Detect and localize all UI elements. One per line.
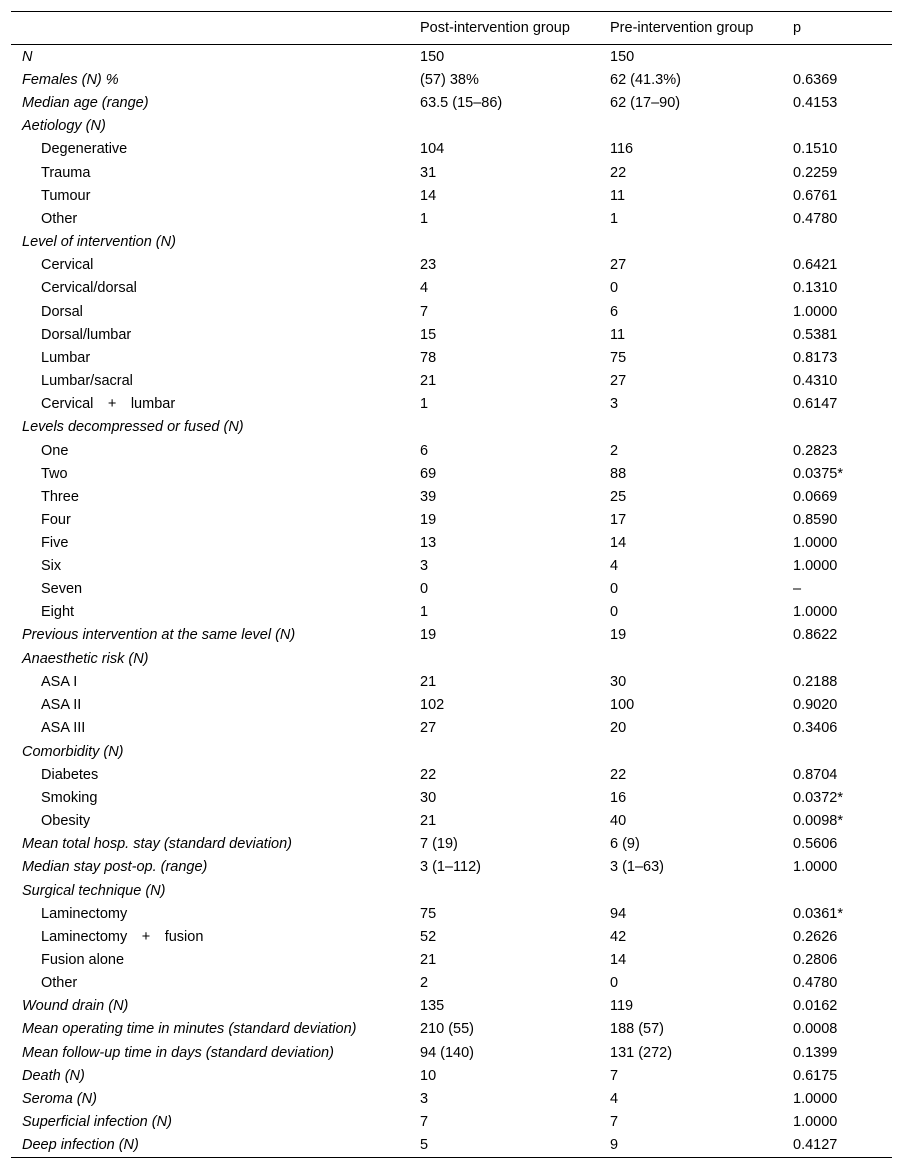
p-value: 0.8622 xyxy=(793,627,838,644)
post-intervention-value: 102 xyxy=(420,697,445,714)
post-intervention-value: 21 xyxy=(420,813,437,830)
p-value: 0.4780 xyxy=(793,210,838,227)
table-section-row xyxy=(11,114,892,138)
pre-intervention-value: 131 (272) xyxy=(610,1044,673,1061)
table-row xyxy=(11,462,892,485)
p-value: 0.6175 xyxy=(793,1067,838,1084)
comparison-table xyxy=(11,11,892,1158)
p-value: 0.4153 xyxy=(793,94,838,111)
post-intervention-value: 1 xyxy=(420,395,429,412)
p-value: 1.0000 xyxy=(793,1113,838,1130)
pre-intervention-value: 20 xyxy=(610,720,627,737)
pre-intervention-value: 7 xyxy=(610,1113,619,1130)
table-row xyxy=(11,926,892,949)
row-label: Degenerative xyxy=(41,141,128,158)
p-value: 0.0361* xyxy=(793,906,843,923)
post-intervention-value: 63.5 (15–86) xyxy=(420,94,503,111)
p-value: 1.0000 xyxy=(793,558,838,575)
pre-intervention-value: 150 xyxy=(610,48,635,65)
p-value: 0.8590 xyxy=(793,511,838,528)
p-value: 0.1399 xyxy=(793,1044,838,1061)
post-intervention-value: 210 (55) xyxy=(420,1021,475,1038)
row-label: Lumbar xyxy=(41,349,91,366)
row-label: ASA II xyxy=(41,697,82,714)
row-label: Trauma xyxy=(41,164,91,181)
post-intervention-value: 0 xyxy=(420,581,429,598)
pre-intervention-value: 17 xyxy=(610,511,627,528)
row-label: Median stay post-op. (range) xyxy=(22,859,208,876)
post-intervention-value: 19 xyxy=(420,511,437,528)
table-row xyxy=(11,439,892,462)
table-section-row xyxy=(11,647,892,671)
p-value: 0.8704 xyxy=(793,766,838,783)
row-label: ASA III xyxy=(41,720,86,737)
post-intervention-value: 2 xyxy=(420,975,429,992)
p-value: 1.0000 xyxy=(793,604,838,621)
table-row xyxy=(11,392,892,415)
row-label: Smoking xyxy=(41,790,98,807)
pre-intervention-value: 19 xyxy=(610,627,627,644)
table-row xyxy=(11,300,892,323)
pre-intervention-value: 11 xyxy=(610,187,626,204)
row-label: Three xyxy=(41,488,79,505)
post-intervention-value: 135 xyxy=(420,998,445,1015)
post-intervention-value: 78 xyxy=(420,349,437,366)
p-value: 1.0000 xyxy=(793,859,838,876)
table-bottom-rule xyxy=(11,1157,892,1158)
table-row xyxy=(11,949,892,972)
post-intervention-value: 1 xyxy=(420,604,429,621)
row-label: Lumbar/sacral xyxy=(41,372,133,389)
row-label: Cervical/dorsal xyxy=(41,280,137,297)
pre-intervention-value: 7 xyxy=(610,1067,619,1084)
post-intervention-value: 7 (19) xyxy=(420,836,458,853)
row-label: Other xyxy=(41,975,78,992)
post-intervention-value: 69 xyxy=(420,465,437,482)
pre-intervention-value: 0 xyxy=(610,581,619,598)
row-label: Laminectomy xyxy=(41,906,128,923)
post-intervention-value: 31 xyxy=(420,164,437,181)
pre-intervention-value: 40 xyxy=(610,813,627,830)
pre-intervention-value: 188 (57) xyxy=(610,1021,665,1038)
post-intervention-value: 6 xyxy=(420,442,429,459)
row-label: Tumour xyxy=(41,187,91,204)
pre-intervention-value: 9 xyxy=(610,1136,619,1153)
pre-intervention-value: 62 (17–90) xyxy=(610,94,681,111)
p-value: 0.5606 xyxy=(793,836,838,853)
table-row xyxy=(11,1041,892,1064)
pre-intervention-value: 116 xyxy=(610,141,634,158)
table-row xyxy=(11,833,892,856)
table-row xyxy=(11,369,892,392)
post-intervention-value: 13 xyxy=(420,535,437,552)
pre-intervention-value: 22 xyxy=(610,164,627,181)
p-value: 0.0375* xyxy=(793,465,843,482)
row-label: Superficial infection (N) xyxy=(22,1113,172,1130)
table-row xyxy=(11,624,892,647)
p-value: 0.8173 xyxy=(793,349,838,366)
row-label: One xyxy=(41,442,69,459)
table-section-row xyxy=(11,879,892,903)
post-intervention-value: 27 xyxy=(420,720,437,737)
post-intervention-value: 21 xyxy=(420,372,437,389)
p-value: 0.0162 xyxy=(793,998,838,1015)
pre-intervention-value: 0 xyxy=(610,975,619,992)
p-value: 0.9020 xyxy=(793,697,838,714)
post-intervention-value: 3 xyxy=(420,1090,429,1107)
table-row xyxy=(11,508,892,531)
pre-intervention-value: 62 (41.3%) xyxy=(610,71,681,88)
row-label: Cervical + lumbar xyxy=(41,395,176,412)
table-row xyxy=(11,1110,892,1133)
row-label: Aetiology (N) xyxy=(22,118,106,135)
post-intervention-value: 30 xyxy=(420,790,437,807)
p-value: 0.5381 xyxy=(793,326,838,343)
pre-intervention-value: 88 xyxy=(610,465,627,482)
table-header-row xyxy=(11,12,892,44)
row-label: Levels decompressed or fused (N) xyxy=(22,419,244,436)
header-pre-intervention: Pre-intervention group xyxy=(610,20,754,36)
post-intervention-value: 3 xyxy=(420,558,429,575)
table-row xyxy=(11,323,892,346)
p-value: 0.6147 xyxy=(793,395,838,412)
p-value: 1.0000 xyxy=(793,535,838,552)
p-value: 0.4127 xyxy=(793,1136,838,1153)
row-label: Surgical technique (N) xyxy=(22,882,166,899)
p-value: 0.2823 xyxy=(793,442,838,459)
row-label: Mean operating time in minutes (standard deviation) xyxy=(22,1021,357,1038)
row-label: Seroma (N) xyxy=(22,1090,97,1107)
post-intervention-value: 5 xyxy=(420,1136,429,1153)
post-intervention-value: 15 xyxy=(420,326,437,343)
p-value: 0.4780 xyxy=(793,975,838,992)
pre-intervention-value: 3 (1–63) xyxy=(610,859,665,876)
row-label: Four xyxy=(41,511,71,528)
row-label: Diabetes xyxy=(41,766,99,783)
post-intervention-value: 21 xyxy=(420,674,437,691)
pre-intervention-value: 14 xyxy=(610,535,627,552)
p-value: 0.6369 xyxy=(793,71,838,88)
pre-intervention-value: 6 xyxy=(610,303,619,320)
p-value: 0.2806 xyxy=(793,952,838,969)
pre-intervention-value: 22 xyxy=(610,766,627,783)
pre-intervention-value: 27 xyxy=(610,372,627,389)
row-label: Other xyxy=(41,210,78,227)
post-intervention-value: 22 xyxy=(420,766,437,783)
table-section-row xyxy=(11,740,892,764)
row-label: Five xyxy=(41,535,69,552)
pre-intervention-value: 14 xyxy=(610,952,627,969)
p-value: 0.3406 xyxy=(793,720,838,737)
table-row xyxy=(11,45,892,68)
pre-intervention-value: 2 xyxy=(610,442,619,459)
post-intervention-value: 3 (1–112) xyxy=(420,859,481,876)
post-intervention-value: 7 xyxy=(420,1113,429,1130)
row-label: N xyxy=(22,48,33,65)
p-value: 0.2188 xyxy=(793,674,838,691)
post-intervention-value: 14 xyxy=(420,187,437,204)
row-label: Previous intervention at the same level (N) xyxy=(22,627,296,644)
p-value: – xyxy=(793,581,802,598)
p-value: 0.0372* xyxy=(793,790,843,807)
p-value: 0.0669 xyxy=(793,488,838,505)
row-label: Deep infection (N) xyxy=(22,1136,139,1153)
table-row xyxy=(11,68,892,91)
post-intervention-value: 7 xyxy=(420,303,429,320)
row-label: Eight xyxy=(41,604,75,621)
row-label: ASA I xyxy=(41,674,78,691)
table-row xyxy=(11,1018,892,1041)
table-row xyxy=(11,485,892,508)
table-row xyxy=(11,1087,892,1110)
post-intervention-value: 10 xyxy=(420,1067,437,1084)
pre-intervention-value: 1 xyxy=(610,210,619,227)
row-label: Anaesthetic risk (N) xyxy=(22,650,149,667)
row-label: Obesity xyxy=(41,813,91,830)
row-label: Comorbidity (N) xyxy=(22,743,124,760)
table-row xyxy=(11,1064,892,1087)
row-label: Six xyxy=(41,558,62,575)
post-intervention-value: 1 xyxy=(420,210,429,227)
row-label: Death (N) xyxy=(22,1067,85,1084)
pre-intervention-value: 0 xyxy=(610,280,619,297)
row-label: Mean follow-up time in days (standard deviation) xyxy=(22,1044,334,1061)
p-value: 0.4310 xyxy=(793,372,838,389)
post-intervention-value: (57) 38% xyxy=(420,71,479,88)
row-label: Seven xyxy=(41,581,83,598)
table-row xyxy=(11,207,892,230)
table-row xyxy=(11,578,892,601)
table-row xyxy=(11,254,892,277)
row-label: Median age (range) xyxy=(22,94,149,111)
row-label: Mean total hosp. stay (standard deviation) xyxy=(22,836,293,853)
table-row xyxy=(11,138,892,161)
post-intervention-value: 39 xyxy=(420,488,437,505)
post-intervention-value: 19 xyxy=(420,627,437,644)
row-label: Cervical xyxy=(41,257,94,274)
table-row xyxy=(11,601,892,624)
pre-intervention-value: 119 xyxy=(610,998,634,1015)
post-intervention-value: 4 xyxy=(420,280,429,297)
row-label: Level of intervention (N) xyxy=(22,234,176,251)
pre-intervention-value: 42 xyxy=(610,929,627,946)
pre-intervention-value: 4 xyxy=(610,558,619,575)
table-section-row xyxy=(11,230,892,254)
post-intervention-value: 94 (140) xyxy=(420,1044,475,1061)
p-value: 0.2626 xyxy=(793,929,838,946)
pre-intervention-value: 16 xyxy=(610,790,627,807)
table-body xyxy=(11,45,892,1157)
post-intervention-value: 104 xyxy=(420,141,445,158)
p-value: 0.2259 xyxy=(793,164,838,181)
row-label: Fusion alone xyxy=(41,952,125,969)
header-p-value: p xyxy=(793,20,802,36)
row-label: Dorsal xyxy=(41,303,83,320)
pre-intervention-value: 94 xyxy=(610,906,627,923)
table-row xyxy=(11,184,892,207)
pre-intervention-value: 6 (9) xyxy=(610,836,640,853)
p-value: 0.6421 xyxy=(793,257,838,274)
row-label: Dorsal/lumbar xyxy=(41,326,132,343)
post-intervention-value: 52 xyxy=(420,929,437,946)
row-label: Females (N) % xyxy=(22,71,119,88)
table-row xyxy=(11,1133,892,1156)
post-intervention-value: 23 xyxy=(420,257,437,274)
table-row xyxy=(11,277,892,300)
table-row xyxy=(11,902,892,925)
pre-intervention-value: 0 xyxy=(610,604,619,621)
table-row xyxy=(11,995,892,1018)
pre-intervention-value: 3 xyxy=(610,395,619,412)
pre-intervention-value: 75 xyxy=(610,349,627,366)
table-row xyxy=(11,91,892,114)
pre-intervention-value: 25 xyxy=(610,488,627,505)
post-intervention-value: 150 xyxy=(420,48,445,65)
pre-intervention-value: 100 xyxy=(610,697,635,714)
table-row xyxy=(11,694,892,717)
p-value: 0.1510 xyxy=(793,141,838,158)
p-value: 0.0008 xyxy=(793,1021,838,1038)
table-row xyxy=(11,856,892,879)
table-row xyxy=(11,671,892,694)
table-row xyxy=(11,346,892,369)
p-value: 0.6761 xyxy=(793,187,838,204)
table-row xyxy=(11,810,892,833)
header-post-intervention: Post-intervention group xyxy=(420,20,570,36)
table-row xyxy=(11,717,892,740)
pre-intervention-value: 11 xyxy=(610,326,626,343)
row-label: Wound drain (N) xyxy=(22,998,129,1015)
row-label: Two xyxy=(41,465,68,482)
table-section-row xyxy=(11,416,892,440)
p-value: 0.1310 xyxy=(793,280,838,297)
row-label: Laminectomy + fusion xyxy=(41,929,204,946)
table-row xyxy=(11,161,892,184)
post-intervention-value: 75 xyxy=(420,906,437,923)
table-row xyxy=(11,972,892,995)
table-row xyxy=(11,763,892,786)
post-intervention-value: 21 xyxy=(420,952,437,969)
pre-intervention-value: 30 xyxy=(610,674,627,691)
table-row xyxy=(11,787,892,810)
p-value: 1.0000 xyxy=(793,1090,838,1107)
p-value: 0.0098* xyxy=(793,813,843,830)
p-value: 1.0000 xyxy=(793,303,838,320)
pre-intervention-value: 27 xyxy=(610,257,627,274)
pre-intervention-value: 4 xyxy=(610,1090,619,1107)
table-row xyxy=(11,555,892,578)
table-row xyxy=(11,531,892,554)
